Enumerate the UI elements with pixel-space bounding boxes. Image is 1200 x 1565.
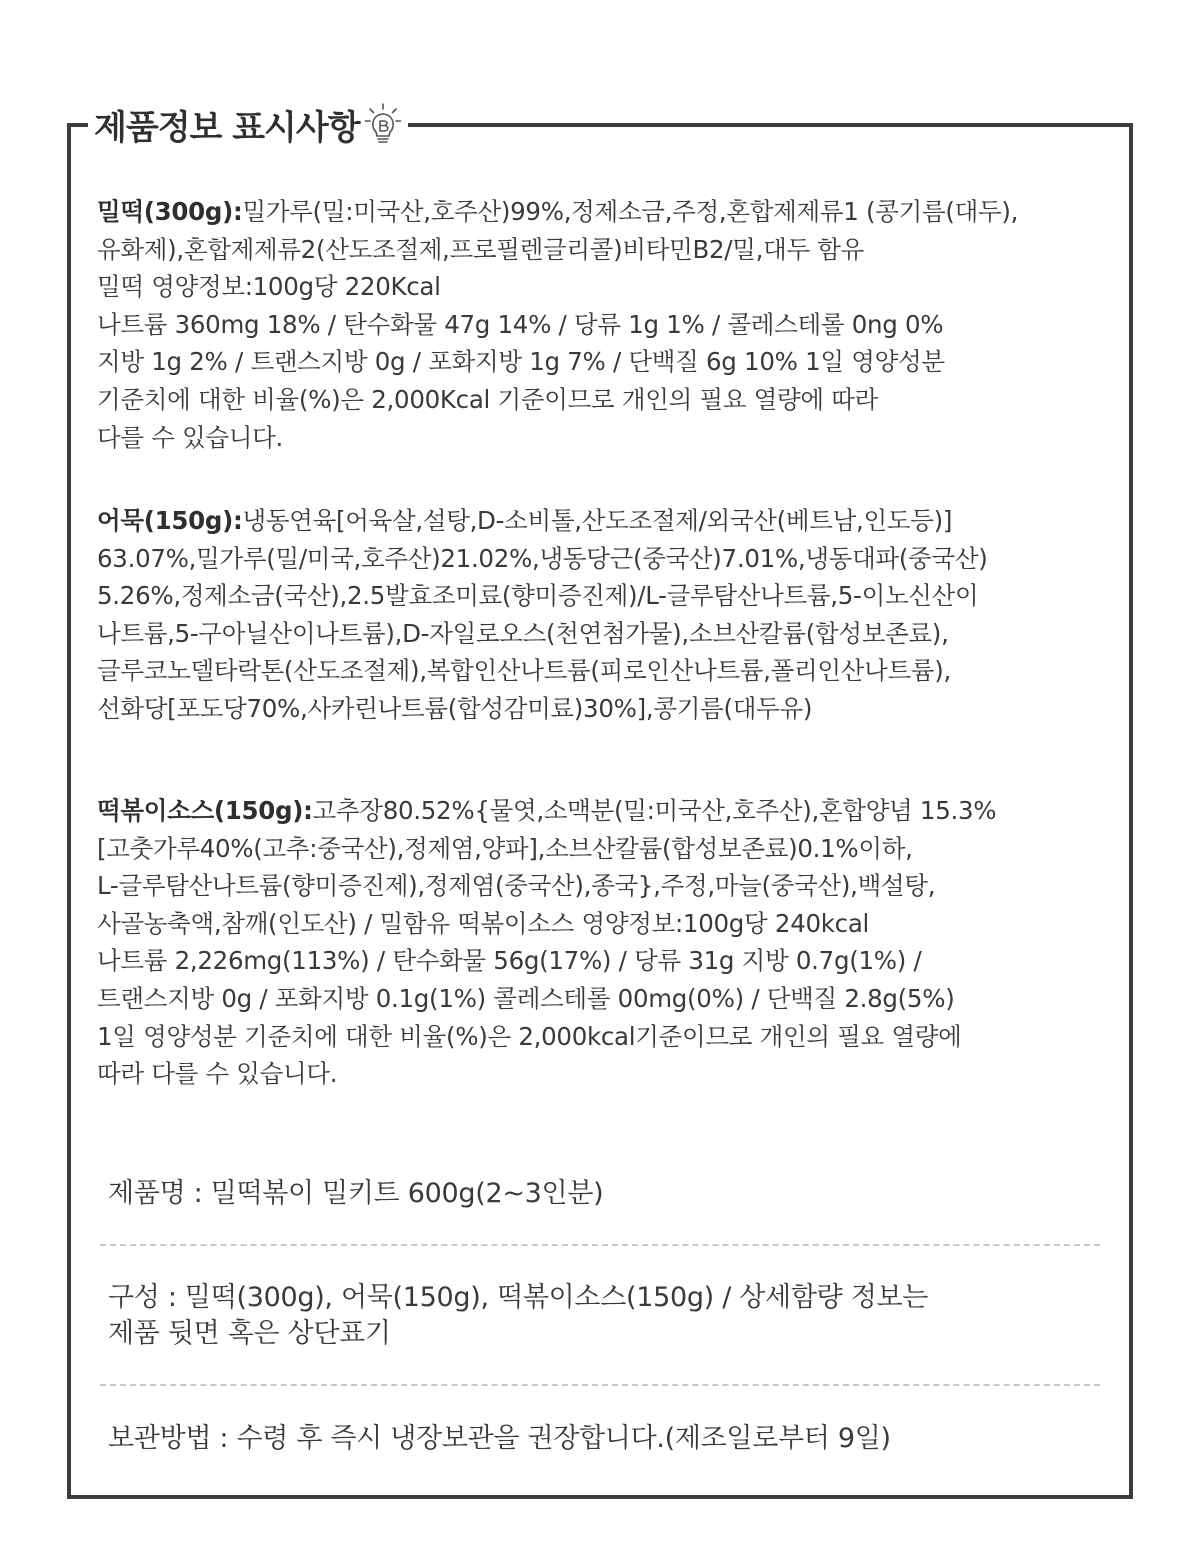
text-line: 사골농축액,참깨(인도산) / 밀함유 떡볶이소스 영양정보:100g당 240kcal	[97, 908, 870, 938]
text-line: 냉동연육[어육살,설탕,D-소비톨,산도조절제/외국산(베트남,인도등)]	[242, 506, 953, 535]
composition-line: 제품 뒷면 혹은 상단표기	[108, 1318, 391, 1349]
text-line: 유화제),혼합제제류2(산도조절제,프로필렌글리콜)비타민B2/밀,대두 함유	[97, 234, 865, 264]
section-milttteok	[97, 193, 1018, 456]
storage	[108, 1421, 891, 1457]
text-line: 글루코노델타락톤(산도조절제),복합인산나트륨(피로인산나트륨,폴리인산나트륨),	[97, 656, 951, 686]
text-line: 기준치에 대한 비율(%)은 2,000Kcal 기준이므로 개인의 필요 열량에 따라	[97, 384, 879, 414]
text-line: 선화당[포도당70%,사카린나트륨(합성감미료)30%],콩기름(대두유)	[97, 693, 813, 723]
section-label: 어묵(150g):	[97, 506, 243, 535]
lightbulb-icon	[364, 102, 402, 146]
text-line: 지방 1g 2% / 트랜스지방 0g / 포화지방 1g 7% / 단백질 6g 10% 1일 영양성분	[97, 347, 945, 377]
text-line: L-글루탐산나트륨(향미증진제),정제염(중국산),종국},주정,마늘(중국산),백설탕,	[97, 871, 936, 901]
text-line: 나트륨 2,226mg(113%) / 탄수화물 56g(17%) / 당류 31g 지방 0.7g(1%) /	[97, 946, 922, 976]
composition-line: 구성 : 밀떡(300g), 어묵(150g), 떡볶이소스(150g) / 상세함량 정보는	[108, 1282, 929, 1313]
text-line: 밀가루(밀:미국산,호주산)99%,정제소금,주정,혼합제제류1 (콩기름(대두),	[242, 197, 1019, 226]
text-line: 1일 영양성분 기준치에 대한 비율(%)은 2,000kcal기준이므로 개인의 필요 열량에	[97, 1021, 962, 1051]
text-line: 밀떡 영양정보:100g당 220Kcal	[97, 272, 441, 302]
storage-text: 보관방법 : 수령 후 즉시 냉장보관을 권장합니다.(제조일로부터 9일)	[108, 1423, 891, 1454]
text-line: 63.07%,밀가루(밀/미국,호주산)21.02%,냉동당근(중국산)7.01%,냉동대파(중국산)	[97, 543, 988, 573]
composition	[108, 1280, 928, 1352]
text-line: 다를 수 있습니다.	[97, 422, 284, 452]
text-line: 5.26%,정제소금(국산),2.5발효조미료(향미증진제)/L-글루탐산나트륨,5-이노신산이	[97, 581, 979, 611]
text-line: 나트륨,5-구아닐산이나트륨),D-자일로오스(천연첨가물),소브산칼륨(합성보존료),	[97, 618, 949, 648]
section-label: 떡볶이소스(150g):	[97, 796, 313, 825]
text-line: 고추장80.52%{물엿,소맥분(밀:미국산,호주산),혼합양념 15.3%	[312, 796, 997, 825]
text-line: 나트륨 360mg 18% / 탄수화물 47g 14% / 당류 1g 1% / 콜레스테롤 0ng 0%	[97, 309, 944, 339]
product-name	[108, 1176, 603, 1212]
page-title: 제품정보 표시사항	[94, 107, 360, 148]
section-sauce	[97, 792, 996, 1093]
text-line: [고춧가루40%(고추:중국산),정제염,양파],소브산칼륨(합성보존료)0.1%이하,	[97, 833, 913, 863]
section-eomuk	[97, 502, 987, 728]
divider	[100, 1384, 1100, 1386]
text-line: 따라 다를 수 있습니다.	[97, 1059, 338, 1089]
text-line: 트랜스지방 0g / 포화지방 0.1g(1%) 콜레스테롤 00mg(0%) / 단백질 2.8g(5%)	[97, 983, 955, 1013]
header	[88, 98, 408, 150]
section-label: 밀떡(300g):	[97, 197, 243, 226]
product-name-text: 제품명 : 밀떡볶이 밀키트 600g(2~3인분)	[108, 1178, 604, 1209]
divider	[100, 1244, 1100, 1246]
